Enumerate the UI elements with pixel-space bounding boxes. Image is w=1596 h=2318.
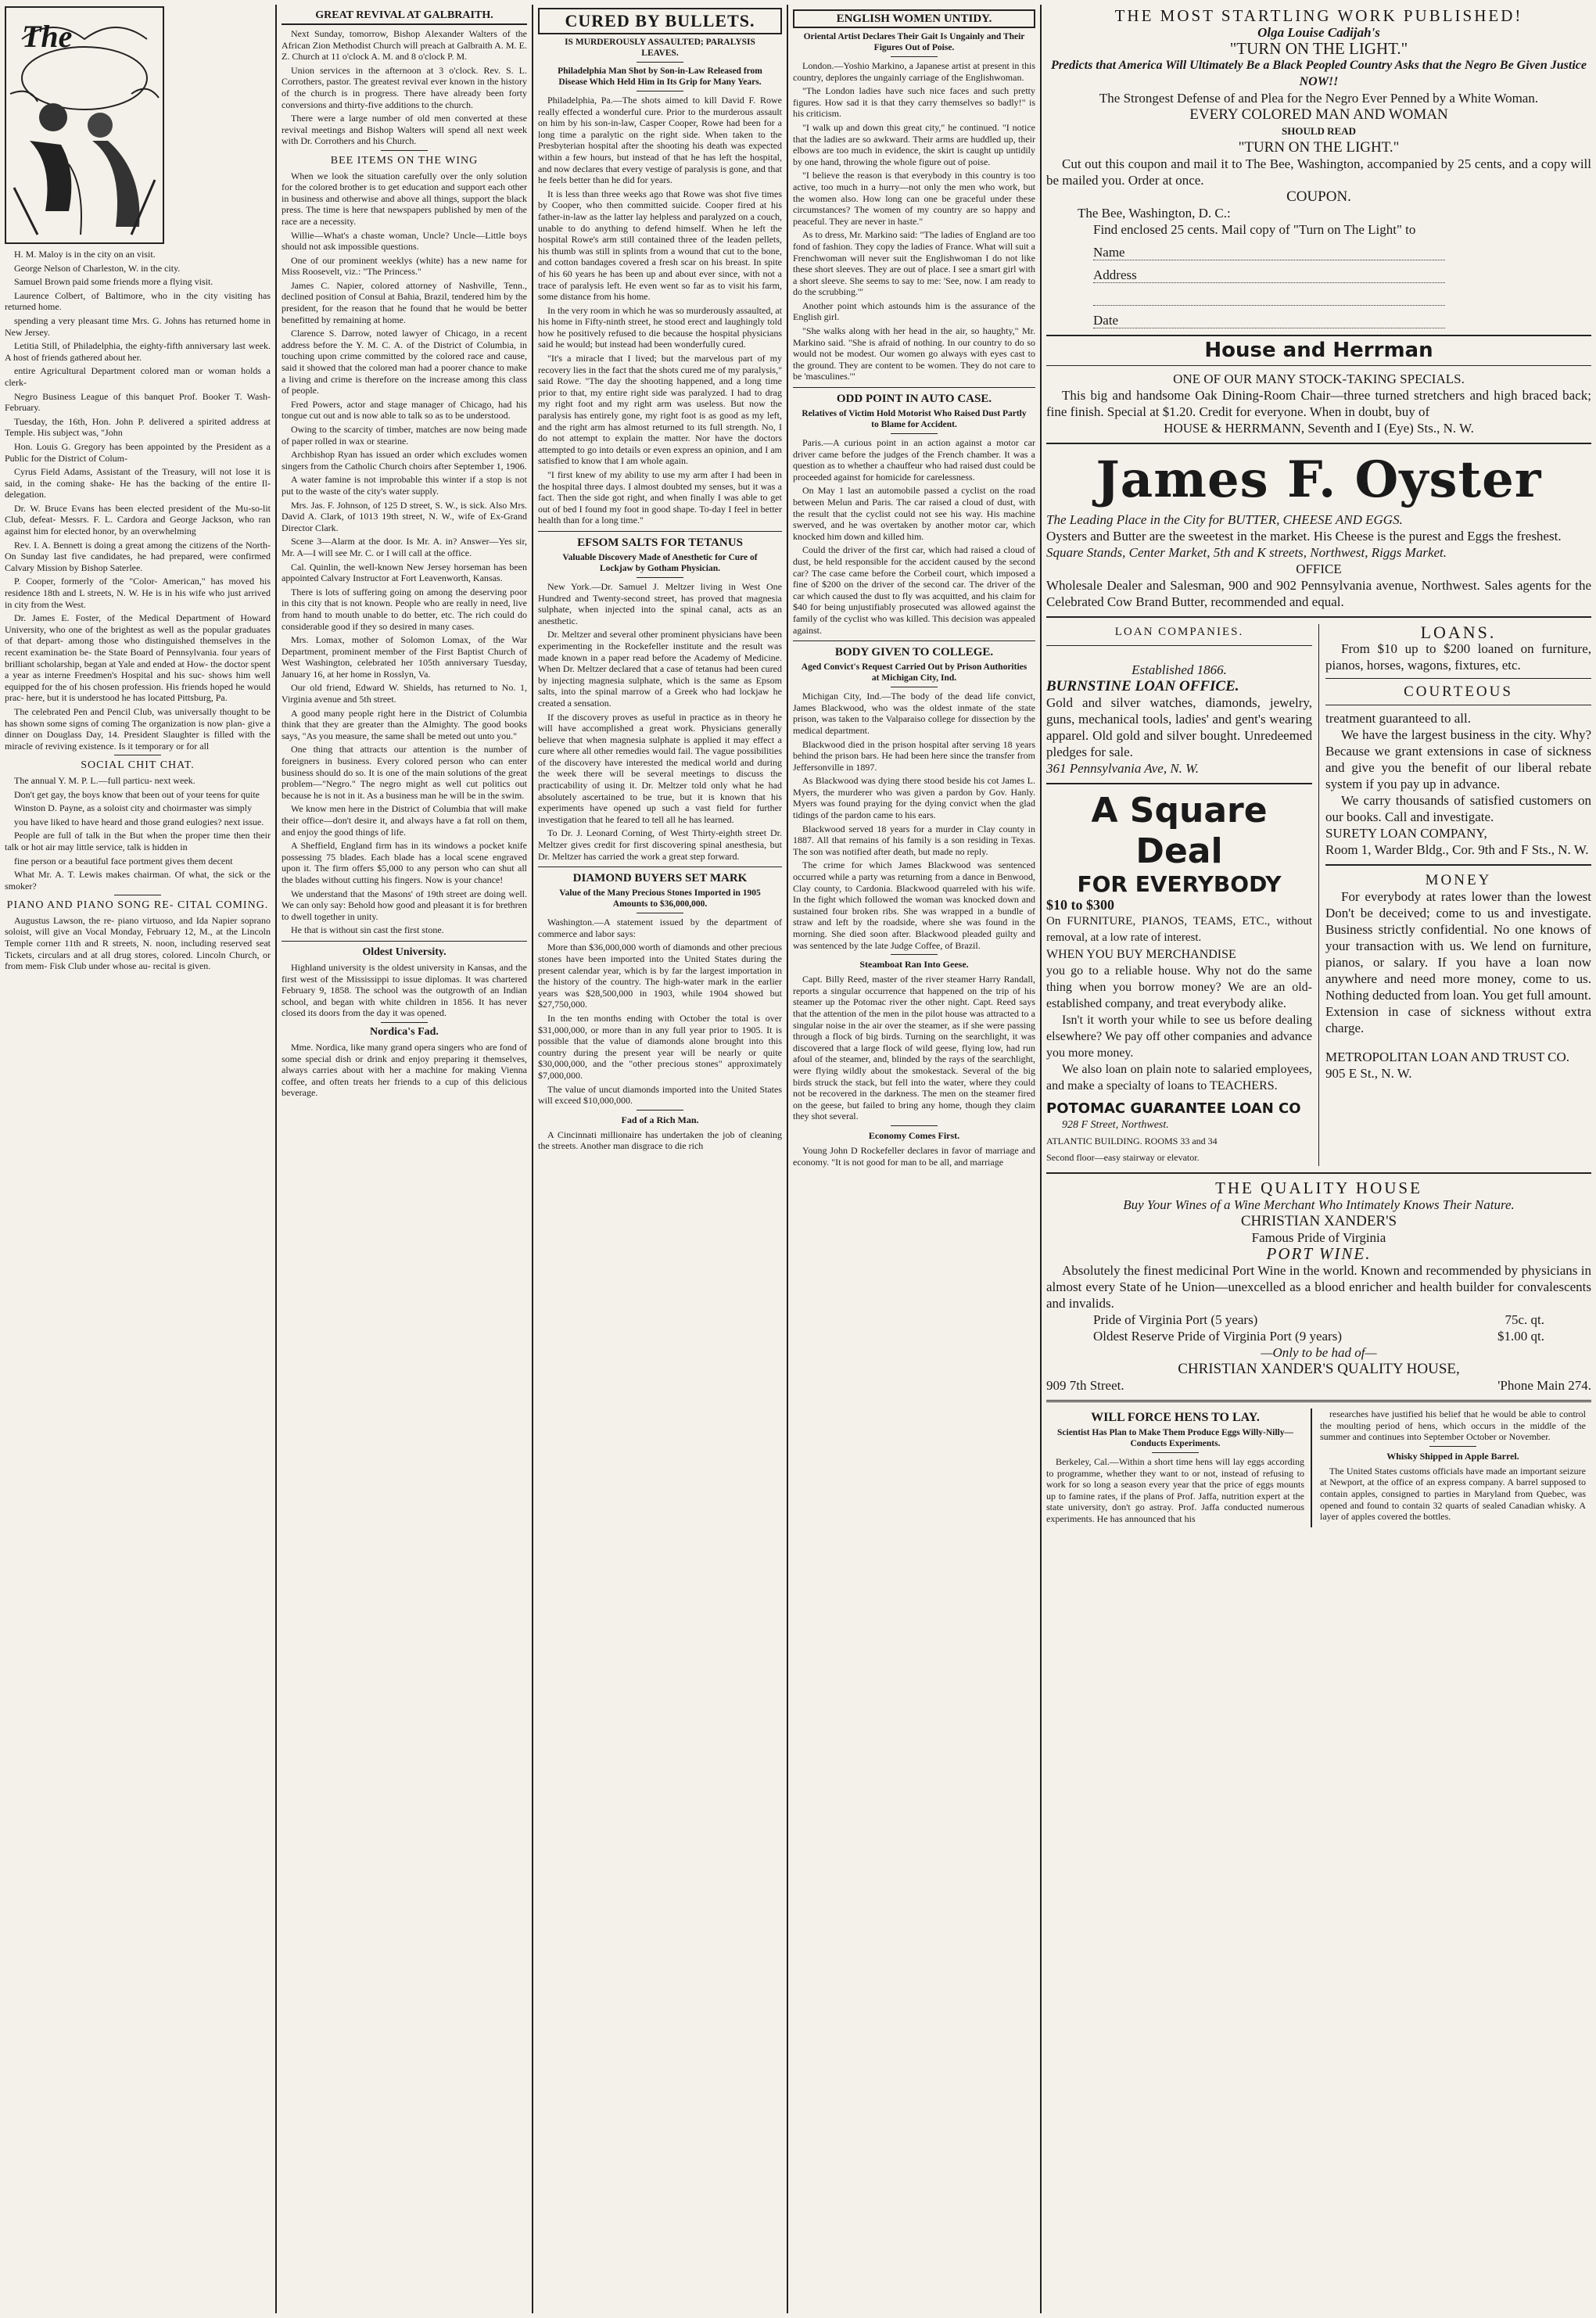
headline-hens: WILL FORCE HENS TO LAY. (1091, 1411, 1260, 1424)
article-body: One of our prominent weeklys (white) has a new name for Miss Roosevelt, viz.: "The Princess." (282, 254, 527, 278)
article-body: There is lots of suffering going on among the deserving poor in this city that is not known. People who are really in need, live from hand to mouth unable to do better, etc. The rich could do considerable good if they so desired in many cases. (282, 586, 527, 632)
article-body: When we look the situation carefully over the only solution for the colored brother is to get education and support each other in business and otherwise and above all things, support the black press. The time is here that newspapers published by men of the race are a necessity. (282, 170, 527, 227)
article-body: Clarence S. Darrow, noted lawyer of Chicago, in a recent address before the Y. M. C. A. of the District of Columbia, in touching upon crime committed by the colored race and cause, said it showed that the colored man had a poorer chance to make a living and crime is therefore on the increase among this class of people. (282, 328, 527, 396)
article-body: Scene 3—Alarm at the door. Is Mr. A. in? Answer—Yes sir, Mr. A—I will see Mr. C. or I will call at the office. (282, 536, 527, 558)
ad-surety-address: Room 1, Warder Bldg., Cor. 9th and F Sts., N. W. (1325, 842, 1589, 857)
divider (1429, 1446, 1476, 1447)
ad-range: $10 to $300 (1046, 897, 1114, 913)
headline-body-given-to-college: BODY GIVEN TO COLLEGE. (834, 646, 994, 659)
article-body: One thing that attracts our attention is the number of foreigners in business. Every colored person who can enter business should do so. It is one of the main solutions of the great problem—"Negro." The negro might as well cut politics out because he is not in it. As a business man he will be in the swim. (282, 744, 527, 801)
personal-item: Samuel Brown paid some friends more a flying visit. (14, 276, 213, 288)
headline-economy-comes-first: Economy Comes First. (868, 1129, 960, 1141)
article-body: A Sheffield, England firm has in its windows a pocket knife possessing 75 blades. Each blade has a local scene engraved upon it. The firm offers $5,000 to any person who can shut all the blades without cutting his fingers. Now is your chance! (282, 840, 527, 885)
ad-only: —Only to be had of— (1261, 1345, 1377, 1360)
headline-oldest-university: Oldest University. (362, 946, 447, 958)
ad-line: The Leading Place in the City for BUTTER, CHEESE AND EGGS. (1046, 512, 1403, 527)
ad-turn-on-the-light (1046, 8, 1591, 328)
date-field[interactable] (1093, 312, 1445, 328)
ad-title: House and Herrman (1204, 339, 1433, 362)
ad-money-title: MONEY (1425, 872, 1492, 888)
article-body: Mrs. Jas. F. Johnson, of 125 D street, S. W., is sick. Also Mrs. David A. Clark, of 1013 19th street, N. W., wife of Ex-Grand Director Clark. (282, 499, 527, 533)
name-label: Name (1093, 245, 1125, 260)
ad-famous: Famous Pride of Virginia (1251, 1230, 1386, 1245)
article-body: As Blackwood was dying there stood beside his cot James L. Myers, the murderer who was given a pardon by Gov. Hanly. Myers was found praying for the dying convict when the glad tidings of the pardon came to his ears. (793, 775, 1035, 821)
ad-cut-text: Cut out this coupon and mail it to The Bee, Washington, accompanied by 25 cents, and a copy will be mailed you. Order at once. (1046, 156, 1591, 188)
ad-when: WHEN YOU BUY MERCHANDISE (1046, 948, 1236, 961)
article-body: Our old friend, Edward W. Shields, has returned to No. 1, Virginia avenue and 5th street. (282, 682, 527, 705)
divider (282, 941, 527, 942)
personal-item: The celebrated Pen and Pencil Club, was universally thought to be has shown some signs of coming The organization is now plan- give a dinner on Douglass Day, 14. President Slaughter is filled with the miracle of reviving existence. Is it temporary or for all (5, 705, 271, 752)
personal-item: entire Agricultural Department colored man or woman holds a clerk- (5, 365, 271, 388)
ad-text: We carry thousands of satisfied customers on our books. Call and investigate. (1325, 793, 1591, 824)
chat-item: People are full of talk in the But when the proper time then their talk or hot air may little service, talk is hidden in (5, 830, 271, 852)
article-body: New York.—Dr. Samuel J. Meltzer living in West One Hundred and Twenty-second street, has proved that magnesia sulphate, when injected into the spinal canal, acts as an anesthetic. (538, 580, 782, 626)
article-body: "I believe the reason is that everybody in this country is too active, too much in a hurry—not only the men who work, but the women also. How long can one be graceful under these circumstances? The women of my country are so happy and peaceful. They are never in haste." (793, 170, 1035, 227)
article-body: Another point which astounds him is the assurance of the English girl. (793, 300, 1035, 323)
address-field[interactable] (1093, 267, 1445, 283)
article-body: We know men here in the District of Columbia that will make their office—don't desire it, and always have a fat roll on them, and enjoy the good things of life. (282, 803, 527, 838)
divider (1046, 1172, 1591, 1174)
article-body: Mme. Nordica, like many grand opera singers who are fond of some special dish or drink and enjoy preparing it themselves, always carries about with her a machine for making Vienna coffee, and often treats her friends to a cup of this delicious beverage. (282, 1041, 527, 1099)
article-body: To Dr. J. Leonard Corning, of West Thirty-eighth street Dr. Meltzer gives credit for first discovering spinal anesthesia, but Dr. Meltzer has carried the work a great step forward. (538, 827, 782, 862)
divider (1046, 783, 1312, 784)
article-body: London.—Yoshio Markino, a Japanese artist at present in this country, deplores the ungainly carriage of the Englishwoman. (793, 60, 1035, 83)
article-body: In the ten months ending with October the total is over $31,000,000, or more than in any full year prior to 1905. It is possible that the value of diamonds alone brought into this country during the present year will be nearly or quite $30,000,000, and the "other precious stones" approximately $7,000,000. (538, 1012, 782, 1081)
article-body: "The London ladies have such nice faces and such pretty figures. How sad it is that they carry themselves so badly!" is his criticism. (793, 85, 1035, 120)
article-body: James C. Napier, colored attorney of Nashville, Tenn., declined position of Consul at Bahia, Brazil, tendered him by the president, for the reason that he found that he would be better benefitted by remaining at home. (282, 279, 527, 325)
article-body: Next Sunday, tomorrow, Bishop Alexander Walters of the African Zion Methodist Church will preach at Galbraith A. M. E. Z. Church at 11 o'clock A. M. and 8 o'clock P. M. (282, 28, 527, 63)
ad-potomac-floor: Second floor—easy stairway or elevator. (1046, 1152, 1200, 1163)
article-body: The United States customs officials have made an important seizure at Newport, at the office of an express company. A barrel supposed to contain apples, consigned to parties in Maryland from Quebec, was opened and found to contain 32 quarts of sealed Canadian whisky. A layer of apples covered the bottles. (1320, 1465, 1586, 1523)
address-field-2[interactable] (1093, 289, 1445, 306)
headline-whisky: Whisky Shipped in Apple Barrel. (1386, 1450, 1519, 1462)
article-body: Dr. Meltzer and several other prominent physicians have been experimenting in the Rockefeller institute and the result was made known in a paper read before the Academy of Medicine. When Dr. Meltzer declared that a case of tetanus had been cured by injecting magnesia sulphate, which is the same as Epsom salts, into the spinal marrow of a Greek who had lockjaw he created a sensation. (538, 629, 782, 709)
personal-item: H. M. Maloy is in the city on an visit. (14, 249, 156, 260)
masthead-the: The (22, 19, 73, 54)
headline-diamond-buyers: DIAMOND BUYERS SET MARK (572, 872, 748, 885)
headline-fad-of-rich-man: Fad of a Rich Man. (621, 1114, 699, 1125)
ad-author: Olga Louise Cadijah's (1257, 25, 1380, 40)
personal-item: spending a very pleasant time Mrs. G. Johns has returned home in New Jersey. (5, 314, 271, 338)
personal-item: Dr. James E. Foster, of the Medical Department of Howard University, who one of the brightest as well as the popular graduates of that depart- among those who distinguished themselves in the recent examination be- the State Board of Pennsylvania. four years of brilliant scholarship, began at Yale and ended at How- the doctor spent a year as interne Freedmen's Hospital and his suc- shows him well equipped for the of his chosen profession. His friends hoped he would prac- here, but it is understood he has located Pittsburg, Pa. (5, 612, 271, 704)
loan-ads-row (1046, 624, 1591, 1166)
divider (1046, 443, 1591, 444)
ad-text: We have the largest business in the city. Why? Because we grant extensions in case of sickness and give you the benefit of our liberal rebate system if you pay up in advance. (1325, 727, 1591, 791)
ad-text: On FURNITURE, PIANOS, TEAMS, ETC., without removal, at a low rate of interest. (1046, 915, 1312, 944)
ad-loans-title: LOANS. (1420, 623, 1497, 642)
divider (1046, 645, 1312, 646)
chat-item: you have liked to have heard and those grand eulogies? next issue. (14, 816, 264, 827)
divider (891, 954, 938, 955)
article-body: Capt. Billy Reed, master of the river steamer Harry Randall, reports a singular occurrence that happened on the trip of his steamer up the Potomac river the other night. Capt. Reed says that the attention of the men in the pilot house was attracted to a singular noise in the air over the steamer, as if she were passing through a flock of big birds. Turning on the searchlight, it was discovered that a large flock of wild geese, flying low, had run afoul of the steamer, and, blinded by the rays of the searchlight, were flying wildly about the smokestack. Several of the big birds struck the stack, but fell into the water, where they could not be recovered in the darkness. The men on the steamer fired on the geese, but failed to bring any home, though they claim they shot several. (793, 974, 1035, 1122)
article-body: Paris.—A curious point in an action against a motor car driver came before the judges of the French chamber. It was a question as to whether a chauffeur who had raised dust could be proceeded against for homicide for carelessness. (793, 437, 1035, 483)
article-body: "I walk up and down this great city," he continued. "I notice that the ladies are so awkward. Their arms are huddled up, their elbows are too much in evidence, the skirt is caught up untidily by one hand, throwing the whole figure out of poise. (793, 121, 1035, 167)
headline-great-revival: GREAT REVIVAL AT GALBRAITH. (282, 9, 527, 25)
ad-house: CHRISTIAN XANDER'S QUALITY HOUSE, (1178, 1361, 1460, 1377)
article-body: Could the driver of the first car, which had raised a cloud of dust, be held responsible for the accident caused by the second car? The case came before the Corbeil court, which imposed a fine of $200 on the driver of the second car. The driver of the car which caused the dust to fly was acquitted, and his claim for $40 for being unjustifiably prosecuted was allowed against the family of the cyclist who was killed. This decision was appealed against. (793, 544, 1035, 636)
ad-title: THE QUALITY HOUSE (1215, 1179, 1422, 1197)
ad-square-deal: A Square Deal (1091, 791, 1268, 871)
ad-text: For everybody at rates lower than the lowest Don't be deceived; come to us and investigate. Business strictly confidential. No one knows of your transaction with us. We lend on furniture, pianos, or salary. If you have a loan now anywhere and need more money, come to us. Nothing deducted from loan. You get full amount. Extension in case of sickness without extra charge. (1325, 889, 1591, 1035)
article-body: A Cincinnati millionaire has undertaken the job of cleaning the streets. Another man disgrace to die rich (538, 1128, 782, 1152)
article-body: More than $36,000,000 worth of diamonds and other precious stones have been imported into the United States during the present calendar year, which is by far the largest importation in the history of the country. The high-water mark in the earlier years was $28,500,000 in 1903, while 1904 showed but $27,750,000. (538, 942, 782, 1010)
divider (891, 56, 938, 57)
ad-street: 909 7th Street. (1046, 1378, 1124, 1393)
article-body: In the very room in which he was so murderously assaulted, at his home in Fifty-ninth street, he stood erect and laughingly told how he positively refused to die because the hospital physicians said he would; but instead had been wonderfully cured. (538, 304, 782, 350)
chat-item: The annual Y. M. P. L.—full particu- next week. (14, 774, 195, 786)
masthead-illustration (5, 6, 164, 244)
article-body: On May 1 last an automobile passed a cyclist on the road between Melun and Paris. The car raised a cloud of dust, with the result that the cyclist could not see his way. His machine swerved, and he was overtaken by another motor car, which knocked him down and killed him. (793, 485, 1035, 542)
ad-line: Oysters and Butter are the sweetest in the market. His Cheese is the purest and Eggs the freshest. (1046, 529, 1562, 544)
ad-james-oyster (1046, 452, 1591, 610)
address-label: Address (1093, 267, 1137, 282)
ad-burnstine-name: BURNSTINE LOAN OFFICE. (1046, 678, 1239, 694)
ad-should: SHOULD READ (1282, 125, 1356, 137)
article-body: Mrs. Lomax, mother of Solomon Lomax, of the War Department, prominent member of the First Baptist Church of West Washington, celebrated her 105th anniversary Tuesday, January 16, at her home in Rosslyn, Va. (282, 634, 527, 680)
divider (793, 640, 1035, 641)
column-rule (787, 5, 788, 2313)
article-body: Cal. Quinlin, the well-known New Jersey horseman has been appointed Calvary Instructor at Fort Leavenworth, Kansas. (282, 561, 527, 584)
personal-item: Negro Business League of this banquet Prof. Booker T. Wash- February. (5, 390, 271, 414)
headline-epsom-salts: EFSOM SALTS FOR TETANUS (577, 536, 743, 549)
headline-english-women: ENGLISH WOMEN UNTIDY. (793, 9, 1035, 28)
column-rule (532, 5, 533, 2313)
divider (381, 1022, 428, 1023)
headline-deck: Valuable Discovery Made of Anesthetic for Cure of Lockjaw by Gotham Physician. (562, 552, 758, 573)
divider (637, 577, 683, 578)
ad-address-to: The Bee, Washington, D. C.: (1078, 206, 1231, 221)
date-label: Date (1093, 313, 1119, 328)
divider (1046, 335, 1591, 336)
article-body: Owing to the scarcity of timber, matches are now being made of paper rolled in wax or stearine. (282, 424, 527, 447)
ad-book-title: "TURN ON THE LIGHT." (1229, 39, 1408, 58)
article-body: A water famine is not improbable this winter if a stop is not put to the waste of the city's water supply. (282, 474, 527, 497)
headline-bee-items: BEE ITEMS ON THE WING (330, 154, 479, 167)
chat-item: Winston D. Payne, as a soloist city and choirmaster was simply (14, 802, 253, 814)
personal-item: Rev. I. A. Bennett is doing a great among the citizens of the North- On Sunday last five candidates, he had prepared, were confirmed Calvary Mission by Bishop Saterlee. (5, 539, 271, 573)
column-2 (282, 6, 527, 2313)
ad-coupon: COUPON. (1286, 188, 1351, 205)
price-row (1046, 1312, 1591, 1328)
article-body: As to dress, Mr. Markino said: "The ladies of England are too fond of fashion. They copy the ladies of France. What will suit a Frenchwoman will never suit the Englishwoman I do not like these short sleeves. They are out of place. I see a smart girl with a short sleeve. She seems to say to me: 'See, now. I am ready to do the scrubbing.'" (793, 229, 1035, 298)
article-body: researches have justified his belief that he would be able to control the moulting period of hens, which occurs in the middle of the summer and continues into September October or November. (1320, 1408, 1586, 1443)
personal-item: Hon. Louis G. Gregory has been appointed by the President as a Public for the District of Colum- (5, 440, 271, 464)
article-body: It is less than three weeks ago that Rowe was shot five times by Cooper, who then committed suicide. Cooper fired at his father-in-law as the latter lay helpless and paralyzed on a couch, unable to do anything to defend himself. When he left the hospital Rowe's arm still contained three of the leaden pellets, his thumb was still in splints from a wound that cut to the bone, and cotton bandages covered a fresh scar on his breast. In spite of his 60 years he has been up and about ever since, with not a trace of paralysis left. He even went so far as to visit his farm, some distance from his home. (538, 188, 782, 303)
ad-surety-name: SURETY LOAN COMPANY, (1325, 826, 1487, 841)
personal-item: P. Cooper, formerly of the "Color- American," has moved his residence 18th and L streets, N. W. He is in his wife who just arrived in city from the West. (5, 576, 271, 610)
article-body: The value of uncut diamonds imported into the United States will exceed $10,000,000. (538, 1083, 782, 1107)
headline-piano-recital: PIANO AND PIANO SONG RE- CITAL COMING. (6, 899, 269, 912)
personal-item: Tuesday, the 16th, Hon. John P. delivered a spirited address at Temple. His subject was, "John (5, 415, 271, 439)
personal-item: Laurence Colbert, of Baltimore, who in the city visiting has returned home. (5, 289, 271, 313)
ad-text: From $10 up to $200 loaned on furniture, pianos, horses, wagons, fixtures, etc. (1325, 641, 1591, 673)
ad-metropolitan-name: METROPOLITAN LOAN AND TRUST CO. (1325, 1050, 1570, 1064)
headline-deck: Oriental Artist Declares Their Gait Is Ungainly and Their Figures Out of Poise. (803, 32, 1025, 52)
ad-name: CHRISTIAN XANDER'S (1240, 1213, 1397, 1229)
personal-item: Letitia Still, of Philadelphia, the eighty-fifth anniversary last week. A host of friends gathered about her. (5, 340, 271, 363)
divider (1152, 1452, 1199, 1453)
article-body: Highland university is the oldest university in Kansas, and the first west of the Mississippi to issue diplomas. It was chartered February 9, 1858. The school was the outgrowth of an Indian school, and began with white children in 1856. It has never closed its doors from the day it was opened. (282, 961, 527, 1019)
headline-odd-point-auto-case: ODD POINT IN AUTO CASE. (836, 393, 992, 406)
divider (891, 1125, 938, 1126)
ad-established: Established 1866. (1132, 662, 1227, 677)
ad-text: We also loan on plain note to salaried employees, and make a specialty of loans to TEACHERS. (1046, 1063, 1312, 1093)
article-body: A good many people right here in the District of Columbia think that they are greater than the Almighty. The good books says, "As you measure, the same shall be meted out unto you." (282, 707, 527, 741)
ad-office: OFFICE (1296, 562, 1342, 576)
divider (538, 531, 782, 532)
ad-loan-companies-title: LOAN COMPANIES. (1114, 626, 1244, 638)
headline-deck: Value of the Many Precious Stones Imported in 1905 Amounts to $36,000,000. (559, 888, 761, 910)
name-field[interactable] (1093, 244, 1445, 260)
hens-articles (1046, 1408, 1591, 1527)
price-value: $1.00 qt. (1497, 1329, 1544, 1344)
personal-item: Cyrus Field Adams, Assistant of the Treasury, will not lose it is said, in the coming shake- He has the backing of the entire Il- delegation. (5, 466, 271, 501)
ad-footer-row (1046, 1377, 1591, 1394)
divider (637, 91, 683, 92)
divider (1325, 864, 1591, 866)
ad-courteous: COURTEOUS (1404, 684, 1513, 700)
price-value: 75c. qt. (1505, 1312, 1544, 1327)
headline-social-chit-chat: SOCIAL CHIT CHAT. (81, 759, 195, 772)
price-row (1046, 1328, 1591, 1344)
divider (1046, 1400, 1591, 1402)
ad-burnstine-text: Gold and silver watches, diamonds, jewelry, guns, mechanical tools, ladies' and gent's wearing apparel. Old gold and silver bought. Unredeemed pledges for sale. (1046, 695, 1312, 759)
column-3 (538, 6, 782, 2313)
headline-deck: IS MURDEROUSLY ASSAULTED; PARALYSIS LEAVES. (565, 38, 755, 58)
article-body: He that is without sin cast the first stone. (291, 924, 444, 936)
ad-predicts: Predicts that America Will Ultimately Be a Black Peopled Country Asks that the Negro Be Given Justice NOW!! (1050, 59, 1587, 88)
ad-potomac-address: 928 F Street, Northwest. (1062, 1119, 1169, 1131)
loan-ads-right (1325, 624, 1591, 1166)
article-body: Young John D Rockefeller declares in favor of marriage and economy. "It is not good for man to be all, and marriage (793, 1144, 1035, 1168)
chat-item: Don't get gay, the boys know that been out of your teens for quite (14, 788, 260, 800)
ad-line: ONE OF OUR MANY STOCK-TAKING SPECIALS. (1173, 371, 1465, 386)
ad-text: treatment guaranteed to all. (1325, 711, 1471, 726)
price-label: Oldest Reserve Pride of Virginia Port (9 years) (1093, 1329, 1342, 1344)
headline-deck: Relatives of Victim Hold Motorist Who Raised Dust Partly to Blame for Accident. (802, 409, 1027, 430)
chat-item: What Mr. A. T. Lewis makes chairman. Of what, the sick or the smoker? (5, 869, 271, 892)
ad-port-wine: PORT WINE. (1266, 1244, 1372, 1263)
ad-text: Isn't it worth your while to see us before dealing elsewhere? We pay off other companies and advance you more money. (1046, 1014, 1312, 1060)
ad-tagline: Buy Your Wines of a Wine Merchant Who Intimately Knows Their Nature. (1123, 1197, 1515, 1212)
article-body: Augustus Lawson, the re- piano virtuoso, and Ida Napier soprano soloist, will give an Vocal Monday, February 12, M., at the Lincoln Temple corner 11th and R streets, N. noon, including reserved seat Tickets, circulars and at all drug stores, colored. Lincoln Church, or from mem- Fisk Club under whose au- recital is given. (5, 914, 271, 972)
divider (891, 433, 938, 434)
ad-every: EVERY COLORED MAN AND WOMAN (1189, 106, 1448, 123)
article-body: Philadelphia, Pa.—The shots aimed to kill David F. Rowe really effected a wonderful cure. Prior to the murderous assault on him by his son-in-law, Casper Cooper, Rowe had been for a long time a paralytic on the right side. When taken to the Presbyterian hospital after the shooting his death was expected within a few hours, but instead of that he has left the hospital, and now declares that every vestige of paralysis is gone, and that he feels better than he did for years. (538, 95, 782, 186)
article-body: There were a large number of old men converted at these revival meetings and Bishop Walters will spend all next week with Dr. Corrothers and his Church. (282, 113, 527, 147)
divider (793, 387, 1035, 388)
hens-article (1046, 1408, 1312, 1527)
article-body: Blackwood died in the prison hospital after serving 18 years behind the prison bars. He had been here since the transfer from Jeffersonville in 1897. (793, 738, 1035, 773)
ad-metropolitan-address: 905 E St., N. W. (1325, 1066, 1412, 1081)
article-body: Michigan City, Ind.—The body of the dead life convict, James Blackwood, who was the oldest inmate of the state prison, was taken to the Valparaiso college for dissection by the medical department. (793, 691, 1035, 736)
ad-title: James F. Oyster (1096, 450, 1542, 509)
ad-text: Absolutely the finest medicinal Port Wine in the world. Known and recommended by physicians in almost every State of he Union—unexcelled as a blood enricher and health builder for convalescents and invalids. (1046, 1263, 1591, 1311)
article-body: Berkeley, Cal.—Within a short time hens will lay eggs according to programme, whether they want to or not, instead of refusing to work for so long a season every year that the price of eggs mounts up to famine rates, if the plans of Prof. Jaffa, nutrition expert at the state university, don't go astray. Prof. Jaffa conducted numerous experiments. He has announced that his (1046, 1456, 1304, 1524)
headline-nordicas-fad: Nordica's Fad. (370, 1025, 439, 1038)
ad-phone: 'Phone Main 274. (1497, 1378, 1591, 1393)
ad-book-title-2: "TURN ON THE LIGHT." (1238, 139, 1400, 156)
article-body: Blackwood served 18 years for a murder in Clay county in 1887. All that remains of his family is a son residing in Texas. The son was notified after death, but made no reply. (793, 823, 1035, 857)
column-4 (793, 6, 1035, 2313)
ad-for-everybody: FOR EVERYBODY (1077, 871, 1282, 897)
ad-line: Square Stands, Center Market, 5th and K streets, Northwest, Riggs Market. (1046, 545, 1447, 560)
personals-list (5, 249, 271, 752)
ad-line: This big and handsome Oak Dining-Room Chair—three turned stretchers and high braced back; fine finish. Special at $1.20. Credit for everyone. When in doubt, buy of (1046, 388, 1591, 419)
ad-strongest: The Strongest Defense of and Plea for the Negro Ever Penned by a White Woman. (1099, 91, 1539, 106)
ad-quality-house (1046, 1180, 1591, 1394)
headline-steamboat-geese: Steamboat Ran Into Geese. (859, 959, 969, 971)
divider (381, 150, 428, 151)
column-rule (1040, 5, 1042, 2313)
article-body: We understand that the Masons' of 19th street are doing well. We can only say: Behold how good and pleasant it is for brethren to dwell together in unity. (282, 888, 527, 922)
ad-find: Find enclosed 25 cents. Mail copy of "Turn on The Light" to (1093, 222, 1416, 237)
chat-item: fine person or a beautiful face portment gives them decent (14, 855, 233, 867)
article-body: "I first knew of my ability to use my arm after I had been in the hospital three days. I almost doubted my senses, but it was a fact. Then the side got right, and when finally I was able to get out of bed I found my foot in good shape. To-day I feel in better health than for a long time." (538, 469, 782, 526)
ad-line: HOUSE & HERRMANN, Seventh and I (Eye) Sts., N. W. (1164, 421, 1474, 436)
headline-deck: Aged Convict's Request Carried Out by Prison Authorities at Michigan City, Ind. (801, 662, 1028, 684)
divider (1046, 616, 1591, 618)
ad-text: you go to a reliable house. Why not do the same thing when you borrow money? We are an old-established company, and treat everybody alike. (1046, 964, 1312, 1010)
ad-potomac-building: ATLANTIC BUILDING. ROOMS 33 and 34 (1046, 1136, 1218, 1146)
column-rule (275, 5, 277, 2313)
headline-cured-by-bullets: CURED BY BULLETS. (538, 8, 782, 34)
divider (1046, 365, 1591, 366)
ad-burnstine-address: 361 Pennsylvania Ave, N. W. (1046, 761, 1200, 776)
article-body: "She walks along with her head in the air, so haughty," Mr. Markino said. "She is afraid of nothing. In our country to do so would not be modest. Our women go always with eyes cast to the ground. They are content to be women. They do not care to be 'masculines.'" (793, 325, 1035, 382)
article-body: Archbishop Ryan has issued an order which excludes women singers from the Catholic Church choirs after September 1, 1906. (282, 449, 527, 472)
article-body: Washington.—A statement issued by the department of commerce and labor says: (538, 917, 782, 939)
ad-house-herrman (1046, 339, 1591, 436)
personal-item: Dr. W. Bruce Evans has been elected president of the Mu-so-lit Club, defeat- Messrs. F. L. Cardora and George Jackson, who ran against him for elected honor, by an overwhelming (5, 502, 271, 537)
article-body: Willie—What's a chaste woman, Uncle? Uncle—Little boys should not ask impossible questions. (282, 229, 527, 253)
article-body: Union services in the afternoon at 3 o'clock. Rev. S. L. Corrothers, pastor. The greatest revival ever known in the history of the church is in progress. There have already been forty conversions and thirty-five additions to the church. (282, 64, 527, 110)
headline-deck: Philadelphia Man Shot by Son-in-Law Released from Disease Which Held Him in Its Grip for Many Years. (558, 66, 762, 87)
ads-column (1046, 6, 1591, 2313)
ad-potomac-name: POTOMAC GUARANTEE LOAN CO (1046, 1100, 1301, 1117)
personal-item: George Nelson of Charleston, W. in the city. (14, 262, 181, 274)
article-body: "It's a miracle that I lived; but the marvelous part of my recovery lies in the fact that the shots cured me of my paralysis," said Rowe. "The day the shooting happened, and a long time prior to that, my entire right side was paralyzed. I had to drag my right foot and my right arm was useless. But now the paralysis has entirely gone, my right foot is as good as my left, and the right arm has almost returned to its full strength. No, I do not attempt to explain the matter. Nor have the doctors attempted to go into details or even express an opinion, and I am satisfied to know that I am whole again. (538, 353, 782, 467)
divider (637, 1110, 683, 1111)
loan-ads-left (1046, 624, 1319, 1166)
article-body: If the discovery proves as useful in practice as in theory he will have accomplished a great work. Physicians generally believe that when magnesia sulphate is applied it may effect a cure where all other remedies would fail. The vague possibilities of the discovery have interested the medical world and during the week there will be several meetings to discuss the practicability of using it. Dr. Meltzer told only what he had absolutely ascertained to be true, but it is known that his experiments have opened up such a vast field for further investigation that he feared to tell all he has learned. (538, 711, 782, 825)
article-body: The crime for which James Blackwood was sentenced occurred while a party was returning from a dance in Benwood, Clay county, to Cardonia. Blackwood quarreled with his wife. In the fight which followed the woman was knocked down and sustained four broken ribs. She was wrapped in a bundle of straw and left by the roadside, where she was found in the morning. She died soon after. Blackwood pleaded guilty and was sentenced by the late Judge Coffee, of Brazil. (793, 859, 1035, 951)
headline-deck: Scientist Has Plan to Make Them Produce Eggs Willy-Nilly—Conducts Experiments. (1057, 1428, 1293, 1448)
divider (637, 62, 683, 63)
price-label: Pride of Virginia Port (5 years) (1093, 1312, 1258, 1327)
article-body: Fred Powers, actor and stage manager of Chicago, had his tongue cut out and is now able to talk so as to be understood. (282, 398, 527, 422)
divider (1325, 678, 1591, 679)
hens-article-continued (1320, 1408, 1586, 1527)
column-1 (5, 6, 271, 2313)
ad-line: Wholesale Dealer and Salesman, 900 and 902 Pennsylvania avenue, Northwest. Sales agents for the Celebrated Cow Brand Butter, recommended and equal. (1046, 578, 1591, 609)
ad-title: THE MOST STARTLING WORK PUBLISHED! (1114, 6, 1523, 25)
